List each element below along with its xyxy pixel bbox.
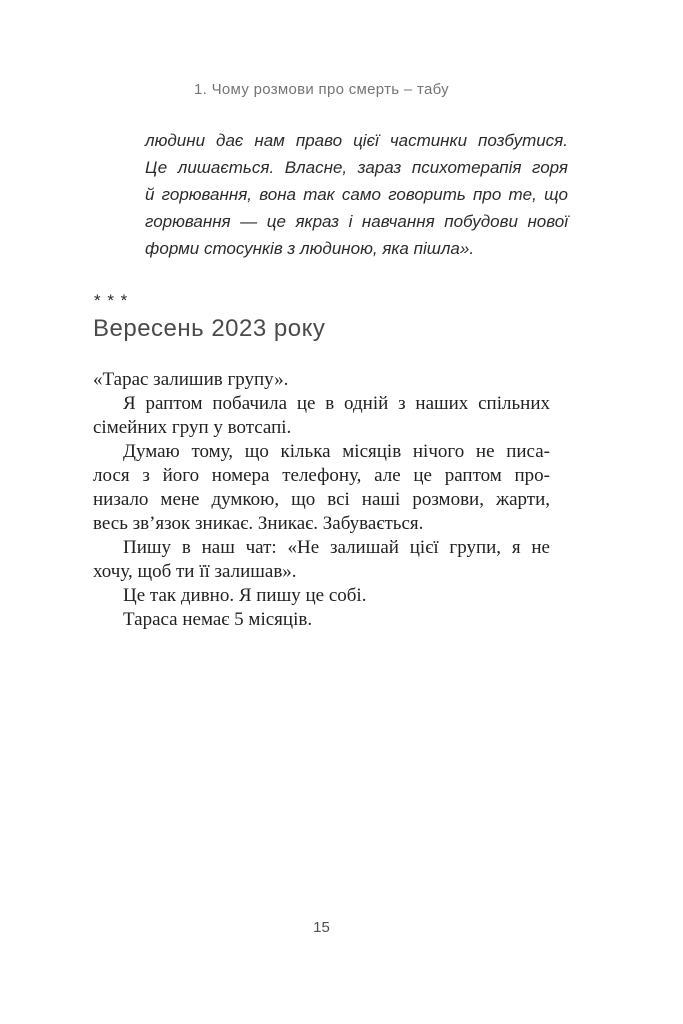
text-line: сімейних груп у вотсапі.	[93, 417, 292, 438]
quote-line: горювання — це якраз і навчання побудови нової	[145, 212, 568, 231]
date-heading: Вересень 2023 року	[93, 315, 326, 342]
quote-line: Це лишається. Власне, зараз психотерапія горя	[145, 158, 568, 177]
text-line: Це так дивно. Я пишу це собі.	[123, 585, 367, 606]
text-line: Думаю тому, що кілька місяців нічого не писа-	[123, 441, 550, 462]
text-line: лося з його номера телефону, але це раптом про-	[93, 465, 550, 486]
paragraph	[93, 392, 550, 440]
text-line: хочу, щоб ти її залишав».	[93, 561, 297, 582]
paragraph	[93, 608, 550, 632]
text-line: весь зв’язок зникає. Зникає. Забувається.	[93, 513, 424, 534]
quote-block	[145, 127, 568, 262]
text-line: низало мене думкою, що всі наші розмови, жарти,	[93, 489, 550, 510]
text-line: Тараса немає 5 місяців.	[123, 609, 313, 630]
quote-line: форми стосунків з людиною, яка пішла».	[145, 239, 475, 258]
quote-line: людини дає нам право цієї частинки позбутися.	[145, 131, 568, 150]
text-line: «Тарас залишив групу».	[93, 369, 289, 390]
body-text	[93, 368, 550, 632]
paragraph	[93, 368, 550, 392]
paragraph	[93, 584, 550, 608]
paragraph	[93, 440, 550, 536]
text-line: Пишу в наш чат: «Не залишай цієї групи, я не	[123, 537, 550, 558]
running-header: 1. Чому розмови про смерть – табу	[194, 81, 449, 98]
section-separator: * * *	[94, 291, 129, 310]
text-line: Я раптом побачила це в одній з наших спільних	[123, 393, 550, 414]
page-number: 15	[313, 919, 330, 936]
quote-line: й горювання, вона так само говорить про те, що	[145, 185, 568, 204]
paragraph	[93, 536, 550, 584]
